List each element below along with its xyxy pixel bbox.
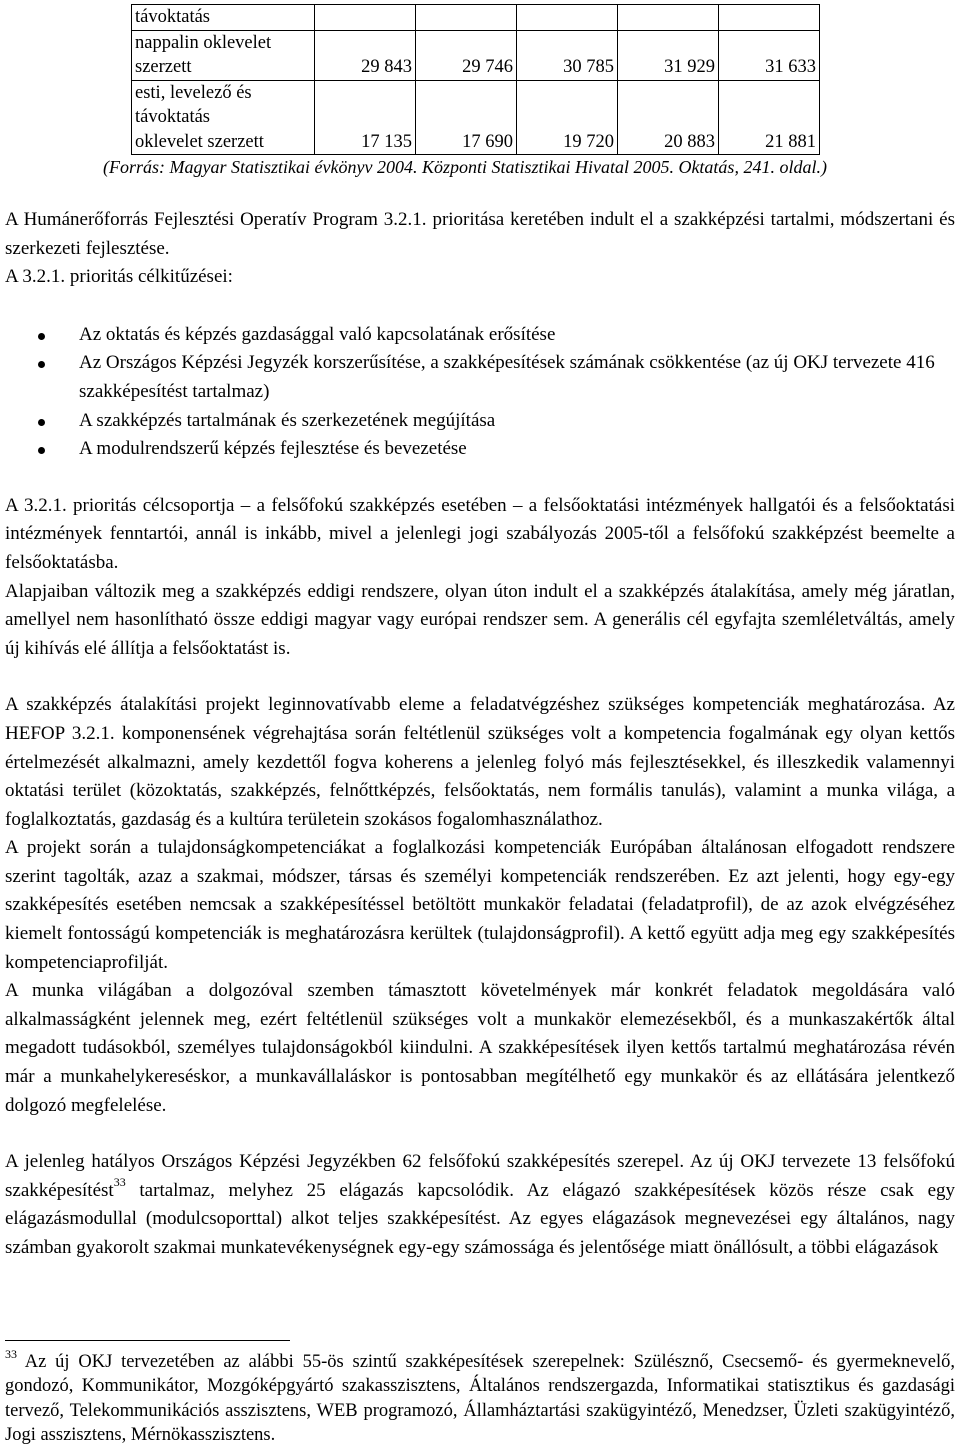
table-cell: 31 929 <box>618 30 719 80</box>
footnote-number: 33 <box>5 1346 17 1361</box>
table-cell: 29 843 <box>315 30 416 80</box>
list-item: A modulrendszerű képzés fejlesztése és bevezetése <box>5 435 955 464</box>
table-cell: 30 785 <box>517 30 618 80</box>
list-item: Az oktatás és képzés gazdasággal való kapcsolatának erősítése <box>5 321 955 350</box>
intro-paragraph: A Humánerőforrás Fejlesztési Operatív Program 3.2.1. prioritása keretében indult el a szakképzési tartalmi, módszertani és szerkezeti fejlesztése. <box>5 209 955 259</box>
table-row <box>132 30 820 80</box>
target-group-paragraph: A 3.2.1. prioritás célcsoportja – a felsőfokú szakképzés esetében – a felsőoktatási intézmények hallgatói és a felsőoktatási intézmények fenntartói, annál is inkább, mivel a jelenlegi jogi szabályozás 2005-től a felsőfokú szakképzést beemelte a felsőoktatásba. <box>5 494 955 573</box>
table-row <box>132 80 820 155</box>
table-cell: 17 690 <box>416 80 517 155</box>
spacer <box>5 464 955 492</box>
work-world-paragraph: A munka világában a dolgozóval szemben támasztott követelmények már konkrét feladatok megoldására való alkalmasságként jelennek meg, ezért feltétlenül szükséges volt a munkakör elemezésekből, és a munkaszakértők által megadott tudásokból, személyes tulajdonságokból kiindulni. A szakképesítések ilyen kettős tartalmú meghatározása révén már a munkahelykereséskor, a munkavállaláskor is pontosabban megítélhető egy munkakör és az ellátására jelentkező dolgozó megfelelése. <box>5 980 955 1116</box>
list-item: A szakképzés tartalmának és szerkezetének megújítása <box>5 407 955 436</box>
table-cell: 21 881 <box>719 80 820 155</box>
row-label: esti, levelező és távoktatás oklevelet szerzett <box>132 80 315 155</box>
table-cell: 29 746 <box>416 30 517 80</box>
row-label: nappalin oklevelet szerzett <box>132 30 315 80</box>
footnote-divider <box>5 1340 290 1341</box>
table-cell <box>315 5 416 31</box>
footnote-reference[interactable]: 33 <box>113 1175 126 1190</box>
statistics-table <box>131 4 820 155</box>
goals-heading: A 3.2.1. prioritás célkitűzései: <box>5 266 233 288</box>
table-cell: 20 883 <box>618 80 719 155</box>
table-source-caption: (Forrás: Magyar Statisztikai évkönyv 2004. Központi Statisztikai Hivatal 2005. Oktatás, 241. oldal.) <box>103 157 827 177</box>
bullet-icon <box>38 361 45 368</box>
goals-list <box>5 321 955 464</box>
spacer <box>5 663 955 691</box>
table-row <box>132 5 820 31</box>
list-item: Az Országos Képzési Jegyzék korszerűsítése, a szakképesítések számának csökkentése (az új OKJ tervezete 416 szakképesítést tartalmaz) <box>5 349 955 406</box>
footnote-text: Az új OKJ tervezetében az alábbi 55-ös szintű szakképesítések szerepelnek: Szülésznő, Csecsemő- és gyermeknevelő, gondozó, Kommunikátor, Mozgóképgyártó szakasszisztens, Általános rendszergazda, Informatikai statisztikus és gazdasági tervező, Telekommunikációs asszisztens, WEB programozó, Államháztartási szakügyintéző, Menedzser, Üzleti szakügyintéző, Jogi asszisztens, Mérnökasszisztens. <box>5 1352 955 1446</box>
project-paragraph: A projekt során a tulajdonságkompetenciákat a foglalkozási kompetenciák Európában általánosan elfogadott rendszere szerint tagolták, azaz a szakmai, módszer, társas és személyi kompetenciák rendszerében. Ez azt jelenti, hogy egy-egy szakképesítés esetében nemcsak a szakképesítéssel betöltött munkakör feladatai (feladatprofil), de az azok elvégzéséhez kiemelt fontosságú kompetenciák is meghatározásra kerültek (tulajdonságprofil). A kettő együtt adja meg egy szakképesítés kompetenciaprofilját. <box>5 837 955 973</box>
spacer <box>5 1120 955 1148</box>
table-cell <box>517 5 618 31</box>
bullet-icon <box>38 419 45 426</box>
system-change-paragraph: Alapjaiban változik meg a szakképzés eddigi rendszere, olyan úton indult el a szakképzés átalakítása, amely még járatlan, amellyel nem hasonlítható össze eddigi magyar vagy európai rendszer sem. A generális cél egyfajta szemléletváltás, amely új kihívás elé állítja a felsőoktatást is. <box>5 580 955 659</box>
okj-paragraph: A jelenleg hatályos Országos Képzési Jegyzékben 62 felsőfokú szakképesítés szerepel. Az új OKJ tervezete 13 felsőfokú szakképesítést$^{33}$ tartalmaz, melyhez 25 elágazás kapcsolódik. Az elágazó szakképesítések közös része csak egy elágazásmodullal (modulcsoporttal) alkot teljes szakképesítést. Az egyes elágazások megnevezései egy általános, nagy számban gyakorolt szakmai munkatevékenységnek egy-egy számossága és jelentősége miatt önállósult, a többi elágazások <box>5 1151 955 1258</box>
bullet-icon <box>38 333 45 340</box>
table-cell <box>416 5 517 31</box>
table-cell: 17 135 <box>315 80 416 155</box>
spacer <box>5 292 955 321</box>
footnote <box>5 1346 955 1448</box>
table-cell <box>719 5 820 31</box>
row-label: távoktatás <box>132 5 315 31</box>
table-cell: 19 720 <box>517 80 618 155</box>
table-cell: 31 633 <box>719 30 820 80</box>
table-cell <box>618 5 719 31</box>
bullet-icon <box>38 447 45 454</box>
document-body <box>5 206 955 1263</box>
competence-paragraph: A szakképzés átalakítási projekt leginnovatívabb eleme a feladatvégzéshez szükséges kompetenciák meghatározása. Az HEFOP 3.2.1. komponensének végrehajtása során feltétlenül szükséges volt a kompetencia fogalmának egy olyan kettős értelmezését alkalmazni, amely kezdettől fogva koherens a jelenleg folyó más fejlesztésekkel, és illeszkedik valamennyi oktatási terület (közoktatás, szakképzés, felnőttképzés, felsőoktatás, nem formális tanulás), valamint a munka világa, a foglalkoztatás, gazdaság és a kultúra területein szokásos fogalomhasználathoz. <box>5 694 955 830</box>
